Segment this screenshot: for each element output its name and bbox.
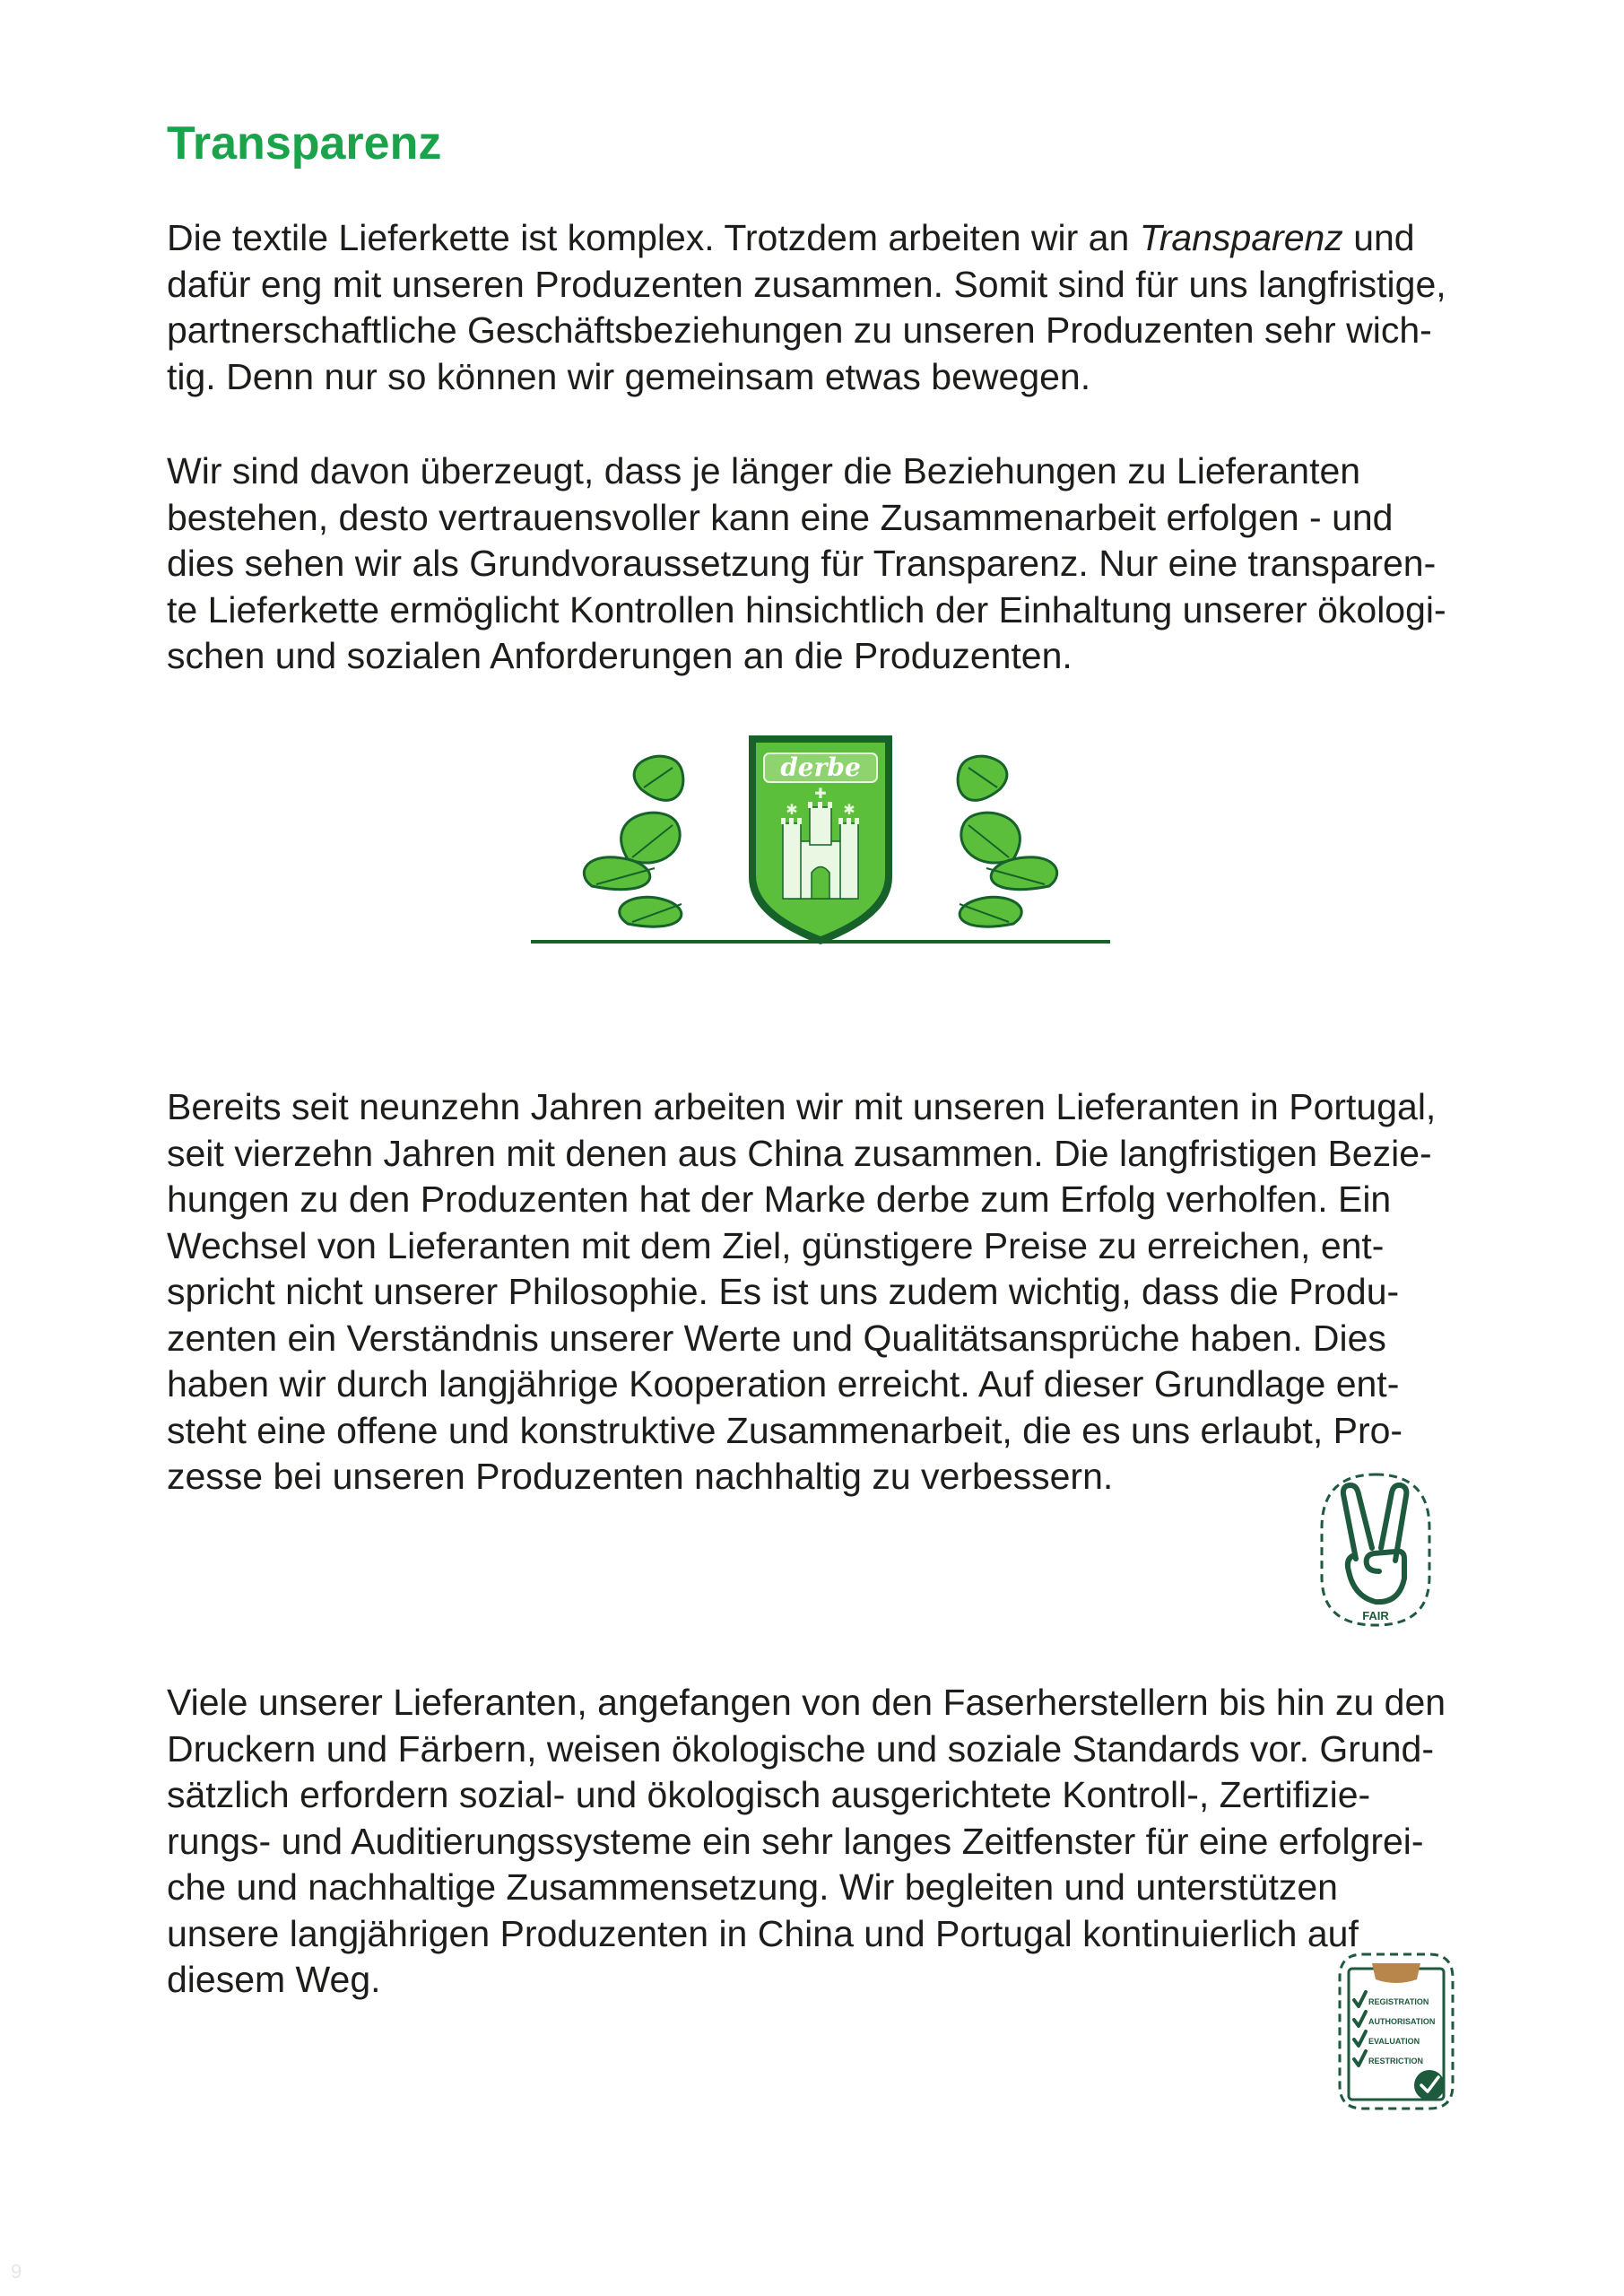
- brand-name: derbe: [780, 752, 861, 782]
- text-line: te Lieferkette ermöglicht Kontrollen hinsichtlich der Einhaltung unserer ökologi-: [167, 588, 1446, 631]
- text-line: Bereits seit neunzehn Jahren arbeiten wir mit unseren Lieferanten in Portugal,: [167, 1086, 1437, 1127]
- clipboard-checklist-icon: [1349, 1963, 1445, 2100]
- fair-label: FAIR: [1362, 1609, 1389, 1622]
- text-line: partnerschaftliche Geschäftsbeziehungen zu unseren Produzenten sehr wich-: [167, 309, 1432, 351]
- text-line: bestehen, desto vertrauensvoller kann eine Zusammenarbeit erfolgen - und: [167, 496, 1394, 538]
- paragraph-conviction: [167, 448, 1530, 680]
- text-line: haben wir durch langjährige Kooperation erreicht. Auf dieser Grundlage ent-: [167, 1363, 1400, 1405]
- text-line: rungs- und Auditierungssysteme ein sehr langes Zeitfenster für eine erfolgrei-: [167, 1820, 1424, 1862]
- text-line: zesse bei unseren Produzenten nachhaltig zu verbessern.: [167, 1456, 1114, 1497]
- text-line: Die textile Lieferkette ist komplex. Trotzdem arbeiten wir an Transparenz und: [167, 217, 1415, 258]
- fair-badge: [1318, 1471, 1433, 1629]
- text-line: spricht nicht unserer Philosophie. Es ist uns zudem wichtig, dass die Produ-: [167, 1271, 1400, 1312]
- text-line: Wir sind davon überzeugt, dass je länger die Beziehungen zu Lieferanten: [167, 450, 1361, 491]
- svg-text:✱: ✱: [843, 801, 855, 818]
- text-line: tig. Denn nur so können wir gemeinsam etwas bewegen.: [167, 355, 1091, 397]
- text-line: dafür eng mit unseren Produzenten zusammen. Somit sind für uns langfristige,: [167, 263, 1446, 305]
- text-line: schen und sozialen Anforderungen an die Produzenten.: [167, 635, 1073, 676]
- page-title: Transparenz: [167, 117, 442, 170]
- text-line: unsere langjährigen Produzenten in China und Portugal kontinuierlich auf: [167, 1912, 1359, 1954]
- text-line: diesem Weg.: [167, 1959, 381, 2000]
- text-line: Wechsel von Lieferanten mit dem Ziel, günstigere Preise zu erreichen, ent-: [167, 1224, 1385, 1266]
- text-line: zenten ein Verständnis unserer Werte und Qualitätsansprüche haben. Dies: [167, 1317, 1386, 1359]
- derbe-crest-logo: [529, 725, 1112, 949]
- checklist-item: AUTHORISATION: [1368, 2017, 1436, 2026]
- text-line: sätzlich erfordern sozial- und ökologisch ausgerichtete Kontroll-, Zertifizie-: [167, 1774, 1371, 1815]
- text-line: steht eine offene und konstruktive Zusammenarbeit, die es uns erlaubt, Pro-: [167, 1409, 1403, 1451]
- paragraph-suppliers-history: [167, 1084, 1530, 1500]
- paragraph-standards: [167, 1680, 1530, 2004]
- svg-text:✱: ✱: [786, 801, 798, 818]
- text-line: Druckern und Färbern, weisen ökologische und soziale Standards vor. Grund-: [167, 1727, 1434, 1770]
- checklist-item: EVALUATION: [1368, 2037, 1420, 2046]
- text-line: seit vierzehn Jahren mit denen aus China zusammen. Die langfristigen Bezie-: [167, 1132, 1432, 1174]
- emphasis-transparenz: Transparenz: [1139, 217, 1343, 258]
- page-number: 9: [11, 2260, 22, 2283]
- checklist-item: REGISTRATION: [1368, 1997, 1429, 2006]
- text-line: hungen zu den Produzenten hat der Marke derbe zum Erfolg verholfen. Ein: [167, 1178, 1392, 1220]
- text-line: Viele unserer Lieferanten, angefangen von den Faserherstellern bis hin zu den: [167, 1682, 1446, 1723]
- paragraph-intro: [167, 215, 1530, 400]
- checklist-item: RESTRICTION: [1368, 2057, 1424, 2066]
- text-line: dies sehen wir als Grundvoraussetzung für Transparenz. Nur eine transparen-: [167, 543, 1437, 584]
- reach-checklist-badge: [1336, 1951, 1456, 2112]
- svg-text:✚: ✚: [814, 785, 827, 802]
- text-line: che und nachhaltige Zusammensetzung. Wir begleiten und unterstützen: [167, 1866, 1338, 1908]
